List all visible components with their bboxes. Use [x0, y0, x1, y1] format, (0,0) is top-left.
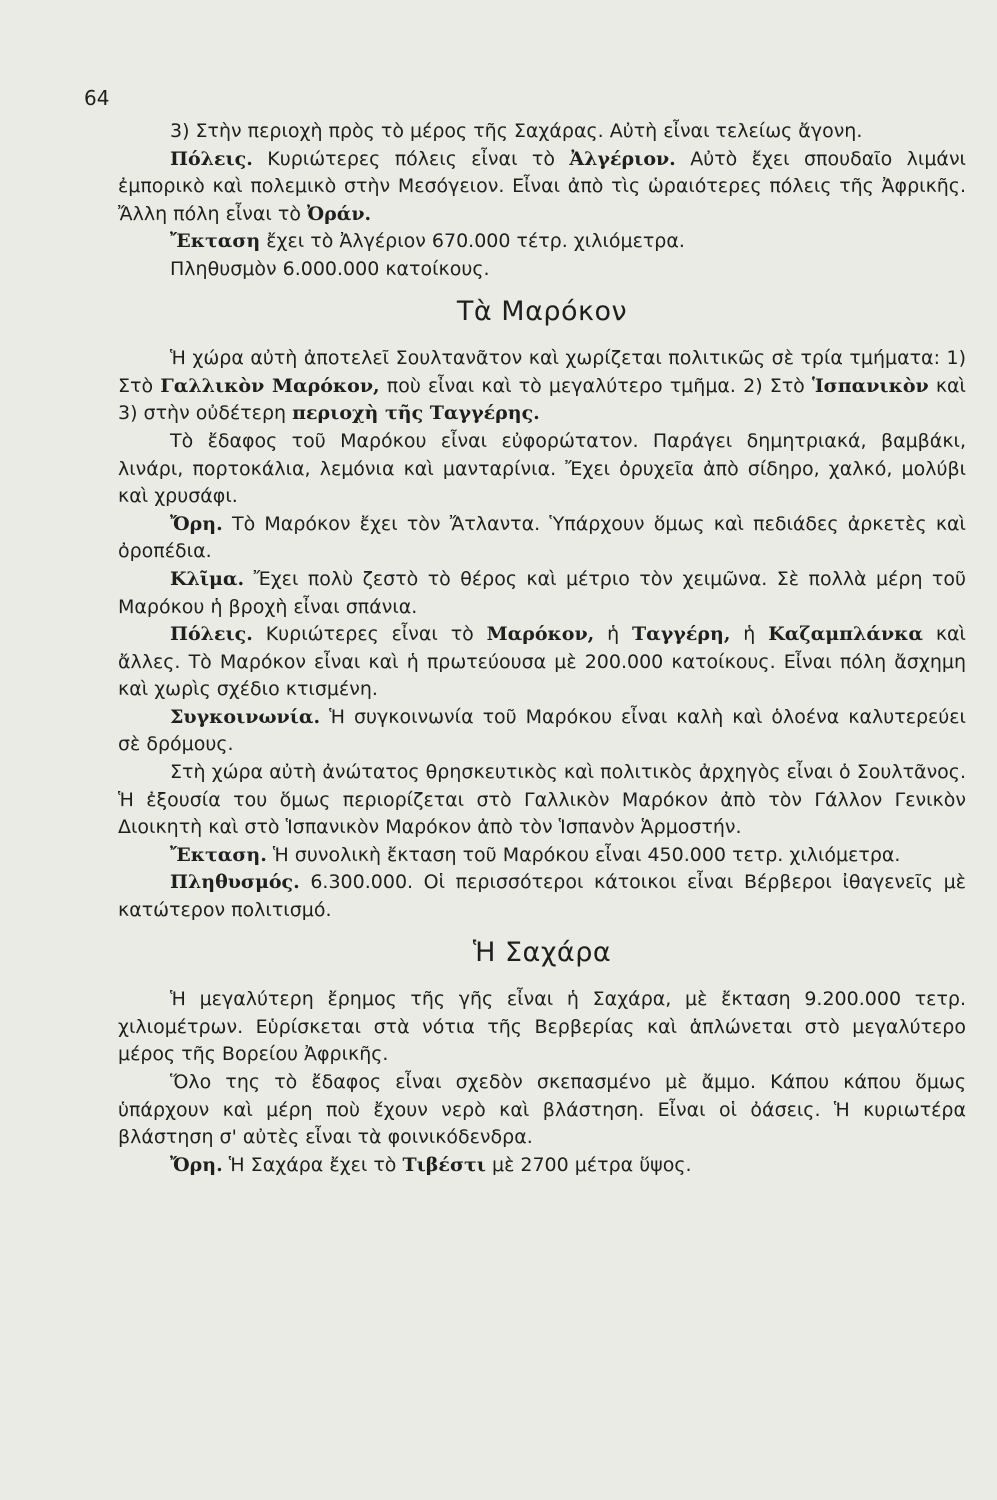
- section-heading: Τὰ Μαρόκον: [456, 295, 628, 327]
- text-run: καὶ ἄλλες. Τὸ Μαρόκον εἶναι καὶ ἡ πρωτεύουσα μὲ 200.000 κατοίκους. Εἶναι πόλη ἄσχημη καὶ χωρὶς σχέδιο κτισμένη.: [118, 623, 966, 701]
- paragraph: [118, 1069, 966, 1152]
- bold-term: Ἔκταση: [170, 230, 261, 253]
- bold-term: Καζαμπλάνκα: [768, 623, 923, 646]
- text-run: ἡ: [730, 623, 769, 646]
- bold-term: Πόλεις.: [170, 623, 253, 646]
- paragraph: [118, 256, 966, 284]
- text-run: Ἡ μεγαλύτερη ἔρημος τῆς γῆς εἶναι ἡ Σαχάρα, μὲ ἔκταση 9.200.000 τετρ. χιλιομέτρων. Εὑρίσκεται στὰ νότια τῆς Βερβερίας καὶ ἁπλώνεται στὸ μεγαλύτερο μέρος τῆς Βορείου Ἀφρικῆς.: [118, 988, 966, 1066]
- text-run: ἡ: [594, 623, 632, 646]
- paragraph: [118, 986, 966, 1069]
- page-number: 64: [84, 86, 110, 110]
- paragraph: [118, 759, 966, 842]
- text-run: Ὅλο της τὸ ἔδαφος εἶναι σχεδὸν σκεπασμένο μὲ ἄμμο. Κάπου κάπου ὅμως ὑπάρχουν καὶ μέρη ποὺ ἔχουν νερὸ καὶ βλάστηση. Εἶναι οἱ ὀάσεις. Ἡ κυριωτέρα βλάστηση σ' αὐτὲς εἶναι τὰ φοινικόδενδρα.: [118, 1071, 966, 1149]
- bold-term: Τιβέστι: [402, 1153, 486, 1176]
- text-run: Αὐτὸ ἔχει σπουδαῖο λιμάνι ἐμπορικὸ καὶ πολεμικὸ στὴν Μεσόγειον. Εἶναι ἀπὸ τὶς ὡραιότερες πόλεις τῆς Ἀφρικῆς. Ἄλλη πόλη εἶναι τὸ: [118, 147, 966, 225]
- text-run: καὶ 3) στὴν οὐδέτερη: [118, 374, 966, 425]
- bold-term: Ὄρη.: [170, 512, 223, 535]
- paragraph: [118, 228, 966, 256]
- text-run: Ἡ συνολικὴ ἔκταση τοῦ Μαρόκου εἶναι 450.000 τετρ. χιλιόμετρα.: [266, 843, 901, 866]
- paragraph: [118, 146, 966, 229]
- bold-term: Ἀλγέριον.: [569, 147, 676, 170]
- paragraph: [118, 621, 966, 704]
- bold-term: περιοχὴ τῆς Ταγγέρης.: [292, 402, 540, 425]
- text-run: 3) Στὴν περιοχὴ πρὸς τὸ μέρος τῆς Σαχάρας. Αὐτὴ εἶναι τελείως ἄγονη.: [170, 120, 863, 142]
- bold-term: Ἱσπανικὸν: [811, 374, 929, 397]
- text-run: ἔχει τὸ Ἀλγέριον 670.000 τέτρ. χιλιόμετρα.: [260, 230, 685, 253]
- bold-term: Ἔκταση.: [170, 843, 267, 866]
- text-run: Πληθυσμὸν 6.000.000 κατοίκους.: [170, 257, 490, 280]
- bold-term: Μαρόκον,: [486, 623, 595, 646]
- bold-term: Πληθυσμός.: [170, 871, 300, 894]
- page-text: [118, 118, 966, 1179]
- text-run: 6.300.000. Οἱ περισσότεροι κάτοικοι εἶναι Βέρβεροι ἰθαγενεῖς μὲ κατώτερον πολιτισμό.: [118, 871, 966, 922]
- paragraph: [118, 345, 966, 428]
- text-run: Στὴ χώρα αὐτὴ ἀνώτατος θρησκευτικὸς καὶ πολιτικὸς ἀρχηγὸς εἶναι ὁ Σουλτᾶνος. Ἡ ἐξουσία του ὅμως περιορίζεται στὸ Γαλλικὸν Μαρόκον ἀπὸ τὸν Γάλλον Γενικὸν Διοικητὴ καὶ στὸ Ἱσπανικὸν Μαρόκον ἀπὸ τὸν Ἱσπανὸν Ἁρμοστήν.: [118, 761, 966, 839]
- paragraph: [118, 566, 966, 621]
- text-run: Τὸ ἔδαφος τοῦ Μαρόκου εἶναι εὐφορώτατον. Παράγει δημητριακά, βαμβάκι, λινάρι, πορτοκάλια, λεμόνια καὶ μανταρίνια. Ἔχει ὀρυχεῖα ἀπὸ σίδηρο, χαλκό, μολύβι καὶ χρυσάφι.: [118, 429, 966, 508]
- text-run: Ἔχει πολὺ ζεστὸ τὸ θέρος καὶ μέτριο τὸν χειμῶνα. Σὲ πολλὰ μέρη τοῦ Μαρόκου ἡ βροχὴ εἶναι σπάνια.: [118, 567, 966, 618]
- bold-term: Κλῖμα.: [170, 567, 245, 590]
- bold-term: Συγκοινωνία.: [170, 705, 321, 728]
- paragraph: [118, 1152, 966, 1180]
- paragraph: [118, 869, 966, 924]
- bold-term: Γαλλικὸν Μαρόκον,: [160, 374, 380, 397]
- paragraph: [118, 511, 966, 566]
- bold-term: Ὀράν.: [306, 202, 372, 225]
- text-run: Κυριώτερες εἶναι τὸ: [252, 623, 487, 646]
- bold-term: Πόλεις.: [170, 147, 253, 170]
- paragraph: [118, 704, 966, 759]
- text-run: Ἡ Σαχάρα ἔχει τὸ: [222, 1153, 403, 1176]
- paragraph: [118, 428, 966, 511]
- text-run: Κυριώτερες πόλεις εἶναι τὸ: [252, 147, 570, 170]
- text-run: Ἡ συγκοινωνία τοῦ Μαρόκου εἶναι καλὴ καὶ ὁλοένα καλυτερεύει σὲ δρόμους.: [118, 705, 966, 756]
- paragraph: [84, 118, 966, 146]
- paragraph: [118, 842, 966, 870]
- text-run: ποὺ εἶναι καὶ τὸ μεγαλύτερο τμῆμα. 2) Στὸ: [379, 374, 812, 397]
- text-run: Ἡ χώρα αὐτὴ ἀποτελεῖ Σουλτανᾶτον καὶ χωρίζεται πολιτικῶς σὲ τρία τμήματα: 1) Στὸ: [118, 347, 966, 397]
- bold-term: Ταγγέρη,: [632, 623, 731, 646]
- text-run: Τὸ Μαρόκον ἔχει τὸν Ἄτλαντα. Ὑπάρχουν ὅμως καὶ πεδιάδες ἀρκετὲς καὶ ὀροπέδια.: [118, 512, 966, 563]
- bold-term: Ὄρη.: [170, 1153, 223, 1176]
- text-run: μὲ 2700 μέτρα ὕψος.: [485, 1153, 692, 1176]
- section-heading: Ἡ Σαχάρα: [472, 936, 612, 968]
